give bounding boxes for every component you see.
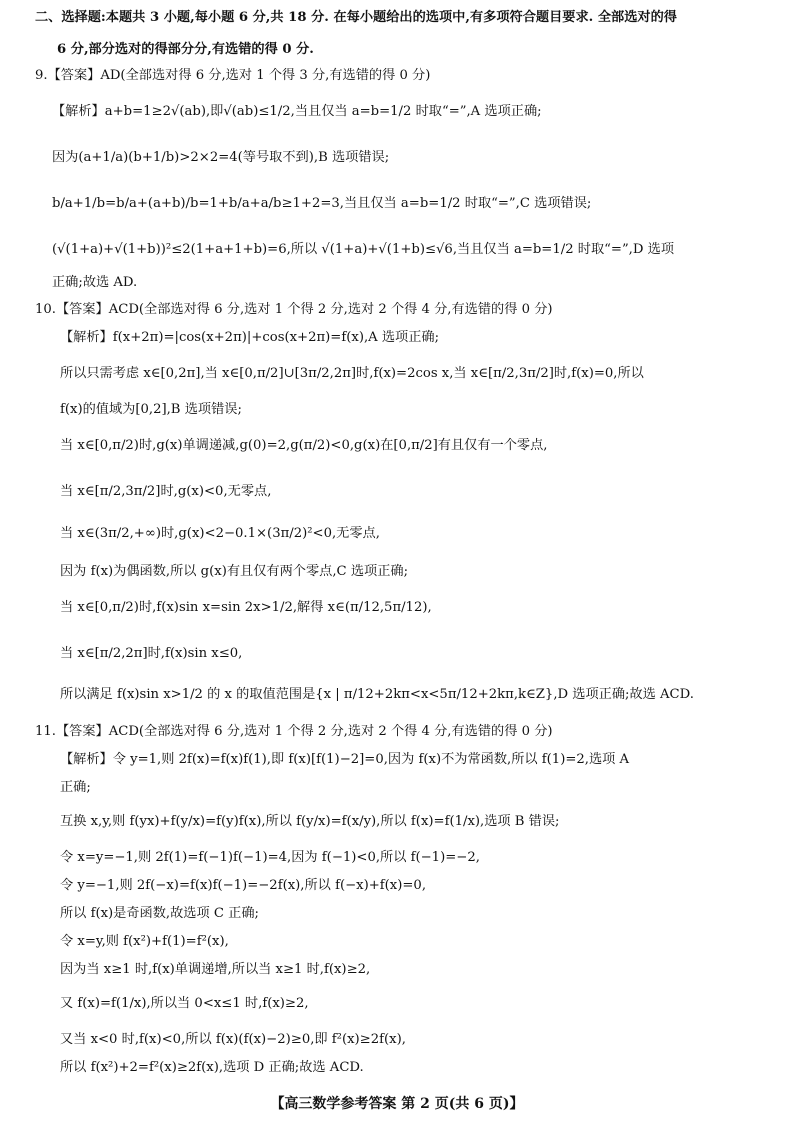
q11-line: 因为当 x≥1 时,f(x)单调递增,所以当 x≥1 时,f(x)≥2, <box>60 962 371 977</box>
q9-line: 因为(a+1/a)(b+1/b)>2×2=4(等号取不到),B 选项错误; <box>52 150 390 165</box>
q10-line: 所以只需考虑 x∈[0,2π],当 x∈[0,π/2]∪[3π/2,2π]时,f(x)=2cos x,当 x∈[π/2,3π/2]时,f(x)=0,所以 <box>60 366 644 381</box>
q10-line: 当 x∈[0,π/2)时,g(x)单调递减,g(0)=2,g(π/2)<0,g(x)在[0,π/2]有且仅有一个零点, <box>60 438 548 453</box>
q10-line: 所以满足 f(x)sin x>1/2 的 x 的取值范围是{x | π/12+2kπ<x<5π/12+2kπ,k∈Z},D 选项正确;故选 ACD. <box>60 687 694 702</box>
q11-line: 【解析】令 y=1,则 2f(x)=f(x)f(1),即 f(x)[f(1)−2]=0,因为 f(x)不为常函数,所以 f(1)=2,选项 A <box>60 752 630 767</box>
q9-line: (√(1+a)+√(1+b))²≤2(1+a+1+b)=6,所以 √(1+a)+√(1+b)≤√6,当且仅当 a=b=1/2 时取“=”,D 选项 <box>52 242 675 257</box>
q10-line: 【解析】f(x+2π)=|cos(x+2π)|+cos(x+2π)=f(x),A 选项正确; <box>60 330 440 345</box>
q10-line: 当 x∈[π/2,2π]时,f(x)sin x≤0, <box>60 646 243 661</box>
q10-line: 当 x∈(3π/2,+∞)时,g(x)<2−0.1×(3π/2)²<0,无零点, <box>60 526 380 541</box>
q11-line: 又 f(x)=f(1/x),所以当 0<x≤1 时,f(x)≥2, <box>60 996 309 1011</box>
page-footer: 【高三数学参考答案 第 2 页(共 6 页)】 <box>270 1096 524 1112</box>
q11-line: 令 y=−1,则 2f(−x)=f(x)f(−1)=−2f(x),所以 f(−x)+f(x)=0, <box>60 878 427 893</box>
q10-line: 当 x∈[π/2,3π/2]时,g(x)<0,无零点, <box>60 484 272 499</box>
q9-line: 正确;故选 AD. <box>52 275 138 290</box>
q9-answer: 9.【答案】AD(全部选对得 6 分,选对 1 个得 3 分,有选错的得 0 分) <box>35 68 431 83</box>
q9-line: 【解析】a+b=1≥2√(ab),即√(ab)≤1/2,当且仅当 a=b=1/2 时取“=”,A 选项正确; <box>52 104 542 119</box>
q11-line: 令 x=y=−1,则 2f(1)=f(−1)f(−1)=4,因为 f(−1)<0,所以 f(−1)=−2, <box>60 850 480 865</box>
q10-line: 当 x∈[0,π/2)时,f(x)sin x=sin 2x>1/2,解得 x∈(π/12,5π/12), <box>60 600 432 615</box>
q11-line: 又当 x<0 时,f(x)<0,所以 f(x)(f(x)−2)≥0,即 f²(x)≥2f(x), <box>60 1032 406 1047</box>
q10-answer: 10.【答案】ACD(全部选对得 6 分,选对 1 个得 2 分,选对 2 个得 4 分,有选错的得 0 分) <box>35 302 553 317</box>
q10-line: 因为 f(x)为偶函数,所以 g(x)有且仅有两个零点,C 选项正确; <box>60 564 409 579</box>
q11-answer: 11.【答案】ACD(全部选对得 6 分,选对 1 个得 2 分,选对 2 个得 4 分,有选错的得 0 分) <box>35 724 553 739</box>
section-heading-line2: 6 分,部分选对的得部分分,有选错的得 0 分. <box>57 42 314 57</box>
q9-line: b/a+1/b=b/a+(a+b)/b=1+b/a+a/b≥1+2=3,当且仅当 a=b=1/2 时取“=”,C 选项错误; <box>52 196 592 211</box>
q11-line: 令 x=y,则 f(x²)+f(1)=f²(x), <box>60 934 229 949</box>
q11-line: 正确; <box>60 780 91 795</box>
q10-line: f(x)的值域为[0,2],B 选项错误; <box>60 402 242 417</box>
section-heading-line1: 二、选择题:本题共 3 小题,每小题 6 分,共 18 分. 在每小题给出的选项中,有多项符合题目要求. 全部选对的得 <box>35 10 677 25</box>
q11-line: 所以 f(x²)+2=f²(x)≥2f(x),选项 D 正确;故选 ACD. <box>60 1060 364 1075</box>
q11-line: 互换 x,y,则 f(yx)+f(y/x)=f(y)f(x),所以 f(y/x)=f(x/y),所以 f(x)=f(1/x),选项 B 错误; <box>60 814 560 829</box>
q11-line: 所以 f(x)是奇函数,故选项 C 正确; <box>60 906 259 921</box>
